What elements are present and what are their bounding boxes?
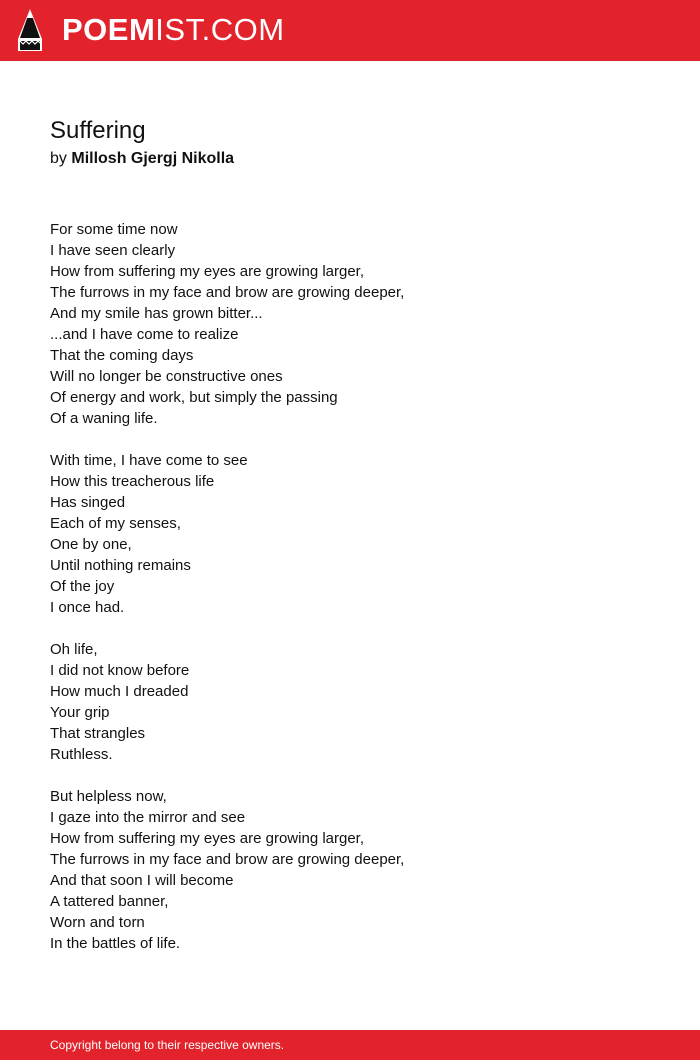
poem-line: Of the joy	[50, 578, 115, 595]
pencil-tip-icon	[16, 8, 44, 52]
poem-line: Worn and torn	[50, 914, 145, 931]
poem-line: Of a waning life.	[50, 410, 158, 427]
poem-line: I once had.	[50, 599, 125, 616]
poem-line: I gaze into the mirror and see	[50, 809, 246, 826]
poem-title: Suffering	[50, 117, 146, 144]
brand-light: IST.COM	[155, 12, 285, 47]
poem-line: Oh life,	[50, 641, 98, 658]
poem-line: I have seen clearly	[50, 242, 176, 259]
poem-line: For some time now	[50, 221, 178, 238]
site-logo-link[interactable]	[16, 8, 285, 52]
site-logo-text	[62, 8, 285, 52]
poem-author: Millosh Gjergj Nikolla	[71, 150, 235, 167]
poem-line: In the battles of life.	[50, 935, 181, 952]
poem-line: Until nothing remains	[50, 557, 191, 574]
poem-line: How much I dreaded	[50, 683, 189, 700]
copyright-notice: Copyright belong to their respective owners.	[50, 1038, 285, 1052]
brand-bold: POEM	[62, 12, 156, 47]
poem-line: Of energy and work, but simply the passing	[50, 389, 338, 406]
poem-line: Ruthless.	[50, 746, 113, 763]
poem-line: Has singed	[50, 494, 126, 511]
poem-line: How this treacherous life	[50, 473, 215, 490]
poem-line: How from suffering my eyes are growing larger,	[50, 830, 365, 847]
poem-stanza	[50, 786, 650, 954]
poem-line: A tattered banner,	[50, 893, 169, 910]
poem-line: The furrows in my face and brow are growing deeper,	[50, 851, 405, 868]
byline-prefix: by	[50, 150, 67, 167]
poem-line: One by one,	[50, 536, 132, 553]
poem-line: Each of my senses,	[50, 515, 181, 532]
poem-byline	[50, 147, 234, 171]
poem-line: That strangles	[50, 725, 146, 742]
poem-body	[50, 219, 650, 975]
poem-line: The furrows in my face and brow are growing deeper,	[50, 284, 405, 301]
poem-line: That the coming days	[50, 347, 194, 364]
poem-line: And my smile has grown bitter...	[50, 305, 263, 322]
poem-stanza	[50, 219, 650, 429]
poem-stanza	[50, 450, 650, 618]
poem-line: I did not know before	[50, 662, 190, 679]
site-footer	[0, 1030, 700, 1060]
poem-stanza	[50, 639, 650, 765]
poem-line: With time, I have come to see	[50, 452, 248, 469]
poem-line: ...and I have come to realize	[50, 326, 239, 343]
poem-line: How from suffering my eyes are growing larger,	[50, 263, 365, 280]
poem-line: But helpless now,	[50, 788, 167, 805]
poem-line: Your grip	[50, 704, 110, 721]
site-header	[0, 0, 700, 61]
poem-line: Will no longer be constructive ones	[50, 368, 283, 385]
poem-line: And that soon I will become	[50, 872, 234, 889]
